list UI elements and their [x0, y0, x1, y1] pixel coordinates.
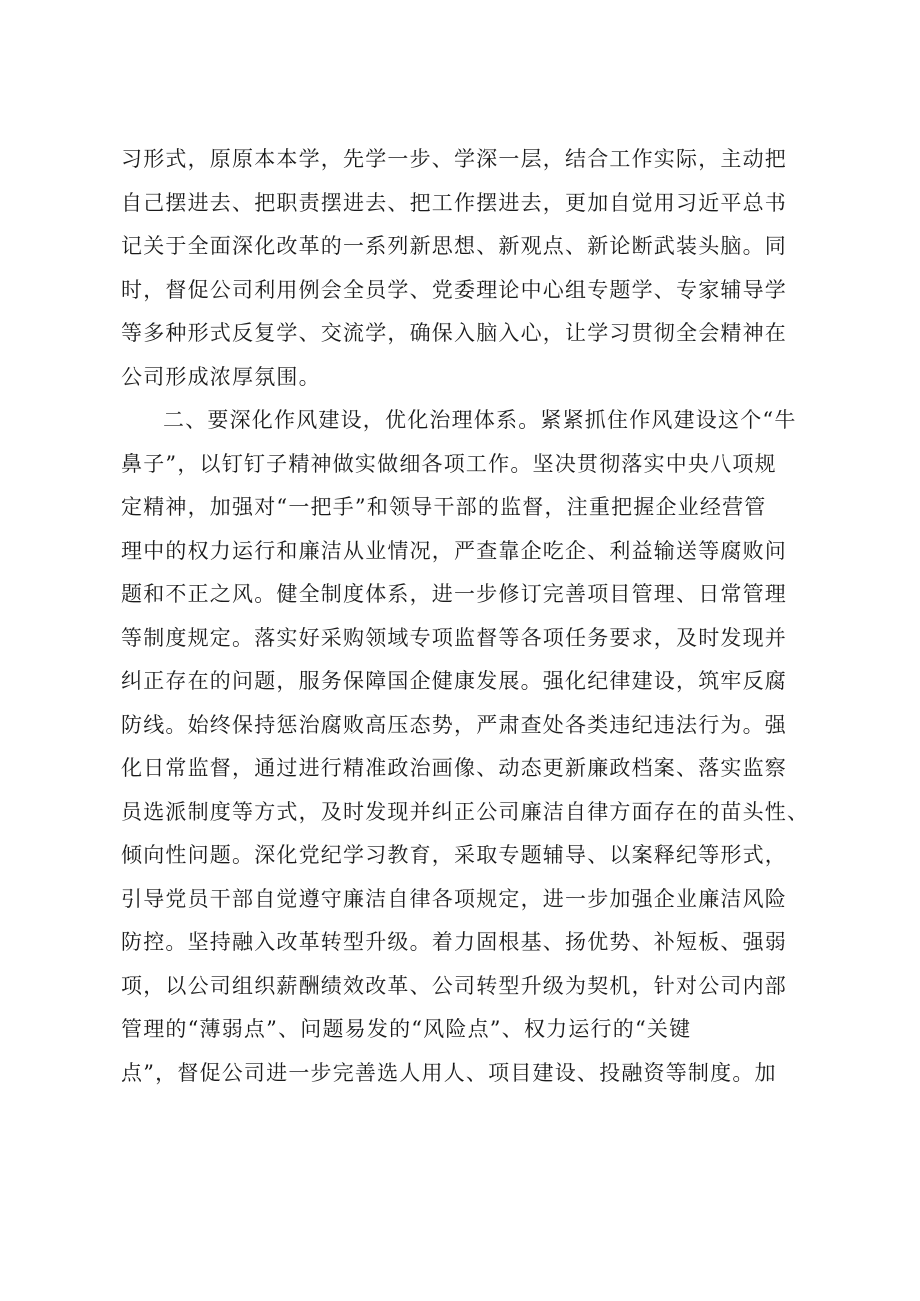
text-line: 二、要深化作风建设，优化治理体系。紧紧抓住作风建设这个“牛: [163, 408, 797, 432]
text-line: 点”，督促公司进一步完善选人用人、项目建设、投融资等制度。加: [121, 1060, 777, 1085]
text-line: 化日常监督，通过进行精准政治画像、动态更新廉政档案、落实监察: [121, 756, 787, 780]
text-line: 员选派制度等方式，及时发现并纠正公司廉洁自律方面存在的苗头性、: [121, 799, 810, 824]
text-line: 防线。始终保持惩治腐败高压态势，严肃查处各类违纪违法行为。强: [121, 712, 787, 737]
document-body: [121, 138, 821, 1095]
text-line: 倾向性问题。深化党纪学习教育，采取专题辅导、以案释纪等形式，: [121, 843, 787, 867]
text-line: 管理的“薄弱点”、问题易发的“风险点”、权力运行的“关键: [121, 1017, 692, 1041]
text-line: 公司形成浓厚氛围。: [121, 364, 321, 389]
text-line: 时，督促公司利用例会全员学、党委理论中心组专题学、专家辅导学: [121, 277, 787, 302]
text-line: 等多种形式反复学、交流学，确保入脑入心，让学习贯彻全会精神在: [121, 321, 787, 345]
text-line: 记关于全面深化改革的一系列新思想、新观点、新论断武装头脑。同: [121, 234, 787, 258]
text-line: 题和不正之风。健全制度体系，进一步修订完善项目管理、日常管理: [121, 582, 787, 606]
paragraph-1: [121, 138, 821, 399]
text-line: 鼻子”，以钉钉子精神做实做细各项工作。坚决贯彻落实中央八项规: [121, 451, 777, 476]
text-line: 纠正存在的问题，服务保障国企健康发展。强化纪律建设，筑牢反腐: [121, 669, 787, 693]
text-line: 自己摆进去、把职责摆进去、把工作摆进去，更加自觉用习近平总书: [121, 190, 787, 215]
text-line: 项，以公司组织薪酬绩效改革、公司转型升级为契机，针对公司内部: [121, 973, 787, 998]
text-line: 等制度规定。落实好采购领域专项监督等各项任务要求，及时发现并: [121, 625, 787, 650]
text-line: 引导党员干部自觉遵守廉洁自律各项规定，进一步加强企业廉洁风险: [121, 886, 787, 911]
text-line: 定精神，加强对“一把手”和领导干部的监督，注重把握企业经营管: [121, 495, 767, 519]
text-line: 理中的权力运行和廉洁从业情况，严查靠企吃企、利益输送等腐败问: [121, 538, 787, 563]
paragraph-2: [121, 399, 821, 1095]
text-line: 习形式，原原本本学，先学一步、学深一层，结合工作实际，主动把: [121, 147, 787, 171]
text-line: 防控。坚持融入改革转型升级。着力固根基、扬优势、补短板、强弱: [121, 930, 787, 954]
